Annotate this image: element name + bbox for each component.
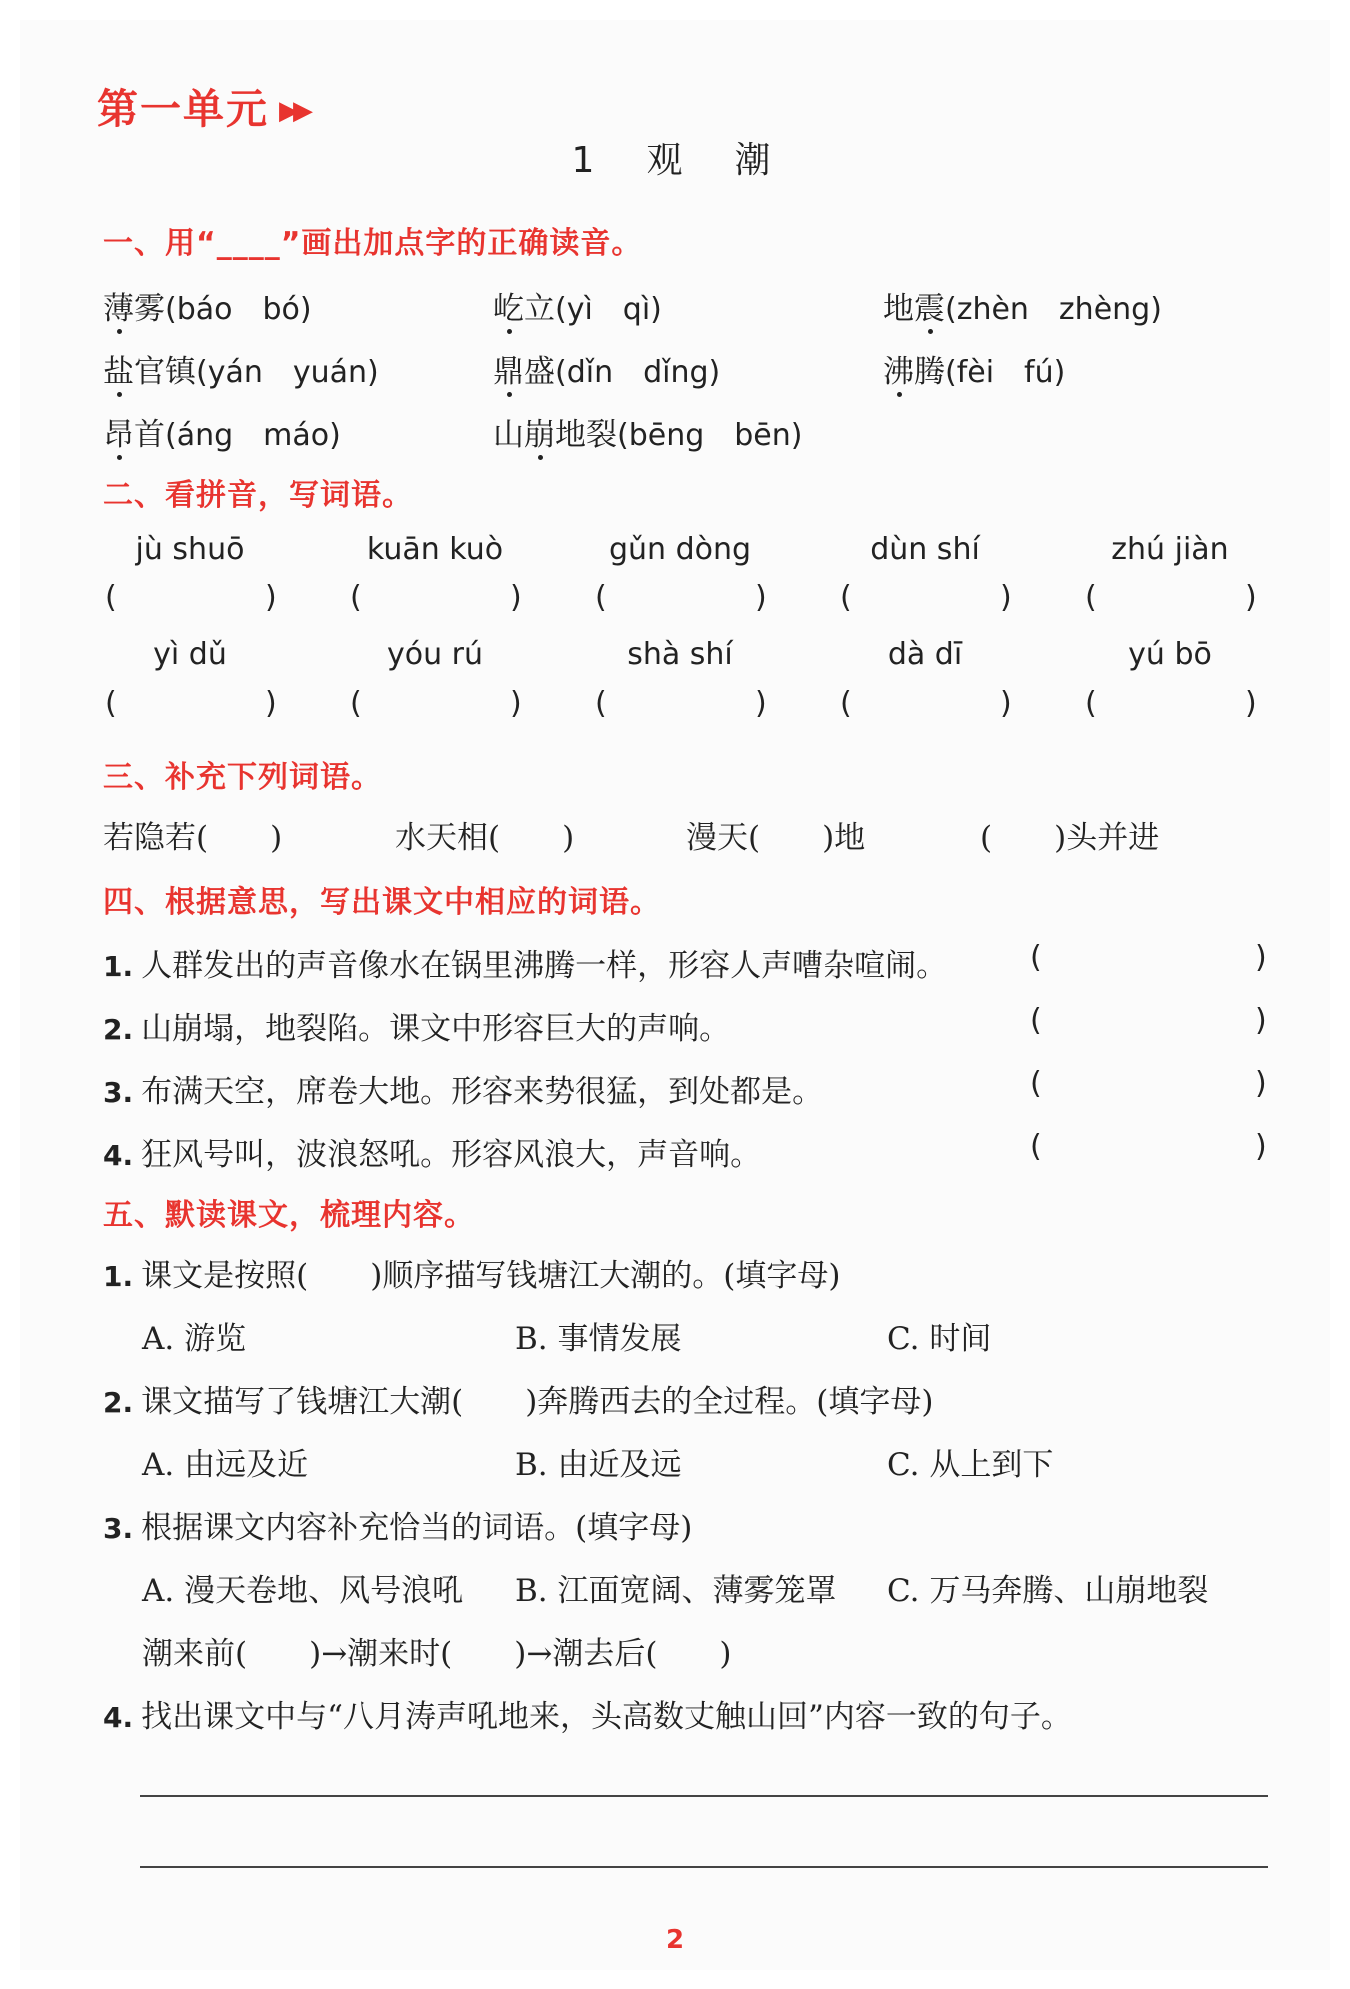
item-number: 4.	[103, 1139, 134, 1172]
answer-bracket-close[interactable]: )	[1255, 1129, 1267, 1164]
pinyin-options[interactable]: (zhèn zhèng)	[945, 292, 1162, 327]
pinyin-options[interactable]: (báo bó)	[165, 292, 312, 327]
answer-bracket-open[interactable]: (	[595, 686, 607, 721]
pinyin-prompt: yú bō	[1128, 637, 1212, 672]
word-part: 立	[524, 291, 555, 327]
meaning-item	[103, 1066, 823, 1111]
section-3-heading: 三、补充下列词语。	[103, 760, 382, 795]
q3-option-b: B. 江面宽阔、薄雾笼罩	[515, 1573, 837, 1609]
answer-bracket-close[interactable]: )	[1245, 580, 1257, 615]
meaning-item	[103, 940, 947, 985]
dotted-character: 屹	[493, 283, 524, 328]
fill-word-4: ( )头并进	[980, 820, 1160, 856]
word-part: 地	[883, 291, 914, 327]
q1-option-c: C. 时间	[887, 1321, 992, 1357]
word-part: 山	[493, 417, 524, 453]
fill-word-2: 水天相( )	[395, 820, 575, 856]
meaning-item	[103, 1003, 730, 1048]
pinyin-options[interactable]: (yì qì)	[555, 292, 662, 327]
answer-bracket-open[interactable]: (	[595, 580, 607, 615]
item-text: 布满天空，席卷大地。形容来势很猛，到处都是。	[141, 1074, 824, 1110]
answer-bracket-open[interactable]: (	[840, 580, 852, 615]
answer-bracket-open[interactable]: (	[840, 686, 852, 721]
word-part: 官镇	[134, 354, 196, 390]
answer-bracket-close[interactable]: )	[510, 580, 522, 615]
word-part: 首	[134, 417, 165, 453]
dotted-character: 崩	[524, 409, 555, 454]
word-part: 盛	[524, 354, 555, 390]
pinyin-prompt: dùn shí	[870, 532, 980, 567]
q2-option-c: C. 从上到下	[887, 1447, 1054, 1483]
q3-option-a: A. 漫天卷地、风号浪吼	[142, 1573, 464, 1609]
dotted-character: 鼎	[493, 346, 524, 391]
fill-word-3: 漫天( )地	[686, 820, 866, 856]
answer-bracket-open[interactable]: (	[105, 580, 117, 615]
word-part: 地裂	[555, 417, 617, 453]
answer-bracket-open[interactable]: (	[350, 580, 362, 615]
pinyin-choice-item	[103, 283, 312, 328]
item-number: 1.	[103, 950, 134, 983]
item-number: 3.	[103, 1076, 134, 1109]
section-5-heading: 五、默读课文，梳理内容。	[103, 1198, 475, 1233]
answer-bracket-open[interactable]: (	[1085, 580, 1097, 615]
item-text: 人群发出的声音像水在锅里沸腾一样，形容人声嘈杂喧闹。	[141, 948, 948, 984]
answer-bracket-open[interactable]: (	[1085, 686, 1097, 721]
answer-bracket-close[interactable]: )	[755, 580, 767, 615]
question-3: 3. 根据课文内容补充恰当的词语。(填字母)	[103, 1510, 693, 1546]
pinyin-options[interactable]: (yán yuán)	[196, 355, 379, 390]
word-part: 雾	[134, 291, 165, 327]
dotted-character: 震	[914, 283, 945, 328]
pinyin-choice-item	[103, 346, 379, 391]
answer-bracket-close[interactable]: )	[1245, 686, 1257, 721]
pinyin-choice-item	[493, 409, 802, 454]
pinyin-options[interactable]: (áng máo)	[165, 418, 341, 453]
lesson-title: 1 观 潮	[571, 140, 779, 181]
pinyin-prompt: kuān kuò	[366, 532, 504, 567]
question-4: 4. 找出课文中与“八月涛声吼地来，头高数丈触山回”内容一致的句子。	[103, 1699, 1072, 1735]
answer-bracket-open[interactable]: (	[1030, 1003, 1042, 1038]
answer-bracket-close[interactable]: )	[265, 686, 277, 721]
q2-option-b: B. 由近及远	[515, 1447, 682, 1483]
answer-bracket-close[interactable]: )	[755, 686, 767, 721]
dotted-character: 昂	[103, 409, 134, 454]
q3-option-c: C. 万马奔腾、山崩地裂	[887, 1573, 1209, 1609]
answer-line-1[interactable]	[140, 1795, 1268, 1797]
fill-word-1: 若隐若( )	[103, 820, 283, 856]
pinyin-prompt: yóu rú	[386, 637, 483, 672]
word-part: 腾	[914, 354, 945, 390]
answer-bracket-open[interactable]: (	[1030, 1066, 1042, 1101]
answer-line-2[interactable]	[140, 1866, 1268, 1868]
section-1-heading: 一、用“____”画出加点字的正确读音。	[103, 226, 643, 261]
answer-bracket-close[interactable]: )	[1000, 580, 1012, 615]
answer-bracket-open[interactable]: (	[350, 686, 362, 721]
answer-bracket-open[interactable]: (	[1030, 1129, 1042, 1164]
answer-bracket-close[interactable]: )	[510, 686, 522, 721]
question-1: 1. 课文是按照( )顺序描写钱塘江大潮的。(填字母)	[103, 1258, 841, 1294]
pinyin-prompt: shà shí	[627, 637, 733, 672]
dotted-character: 沸	[883, 346, 914, 391]
pinyin-prompt: gǔn dòng	[608, 532, 752, 567]
answer-bracket-close[interactable]: )	[1000, 686, 1012, 721]
section-4-heading: 四、根据意思，写出课文中相应的词语。	[103, 885, 661, 920]
answer-bracket-open[interactable]: (	[1030, 940, 1042, 975]
q1-option-b: B. 事情发展	[515, 1321, 682, 1357]
pinyin-choice-item	[103, 409, 341, 454]
q1-option-a: A. 游览	[142, 1321, 247, 1357]
section-2-heading: 二、看拼音，写词语。	[103, 478, 413, 513]
pinyin-options[interactable]: (dǐn dǐng)	[555, 355, 721, 390]
q2-option-a: A. 由远及近	[142, 1447, 309, 1483]
item-text: 狂风号叫，波浪怒吼。形容风浪大，声音响。	[141, 1137, 762, 1173]
pinyin-options[interactable]: (fèi fú)	[945, 355, 1066, 390]
pinyin-choice-item	[493, 283, 662, 328]
item-number: 2.	[103, 1013, 134, 1046]
answer-bracket-close[interactable]: )	[265, 580, 277, 615]
item-text: 山崩塌，地裂陷。课文中形容巨大的声响。	[141, 1011, 731, 1047]
question-2: 2. 课文描写了钱塘江大潮( )奔腾西去的全过程。(填字母)	[103, 1384, 934, 1420]
pinyin-choice-item	[883, 346, 1065, 391]
pinyin-prompt: yì dǔ	[153, 637, 227, 672]
unit-label: 第一单元 ▶▶	[97, 85, 307, 133]
answer-bracket-close[interactable]: )	[1255, 1066, 1267, 1101]
double-arrow-icon: ▶▶	[279, 96, 307, 126]
answer-bracket-close[interactable]: )	[1255, 940, 1267, 975]
pinyin-prompt: dà dī	[887, 637, 963, 672]
page-number: 2	[665, 1925, 685, 1955]
dotted-character: 薄	[103, 283, 134, 328]
meaning-item	[103, 1129, 761, 1174]
dotted-character: 盐	[103, 346, 134, 391]
answer-bracket-close[interactable]: )	[1255, 1003, 1267, 1038]
pinyin-choice-item	[493, 346, 720, 391]
pinyin-prompt: zhú jiàn	[1111, 532, 1229, 567]
q3-fill-sequence: 潮来前( )→潮来时( )→潮去后( )	[142, 1636, 732, 1672]
pinyin-options[interactable]: (bēng bēn)	[617, 418, 803, 453]
pinyin-choice-item	[883, 283, 1162, 328]
answer-bracket-open[interactable]: (	[105, 686, 117, 721]
pinyin-prompt: jù shuō	[135, 532, 245, 567]
